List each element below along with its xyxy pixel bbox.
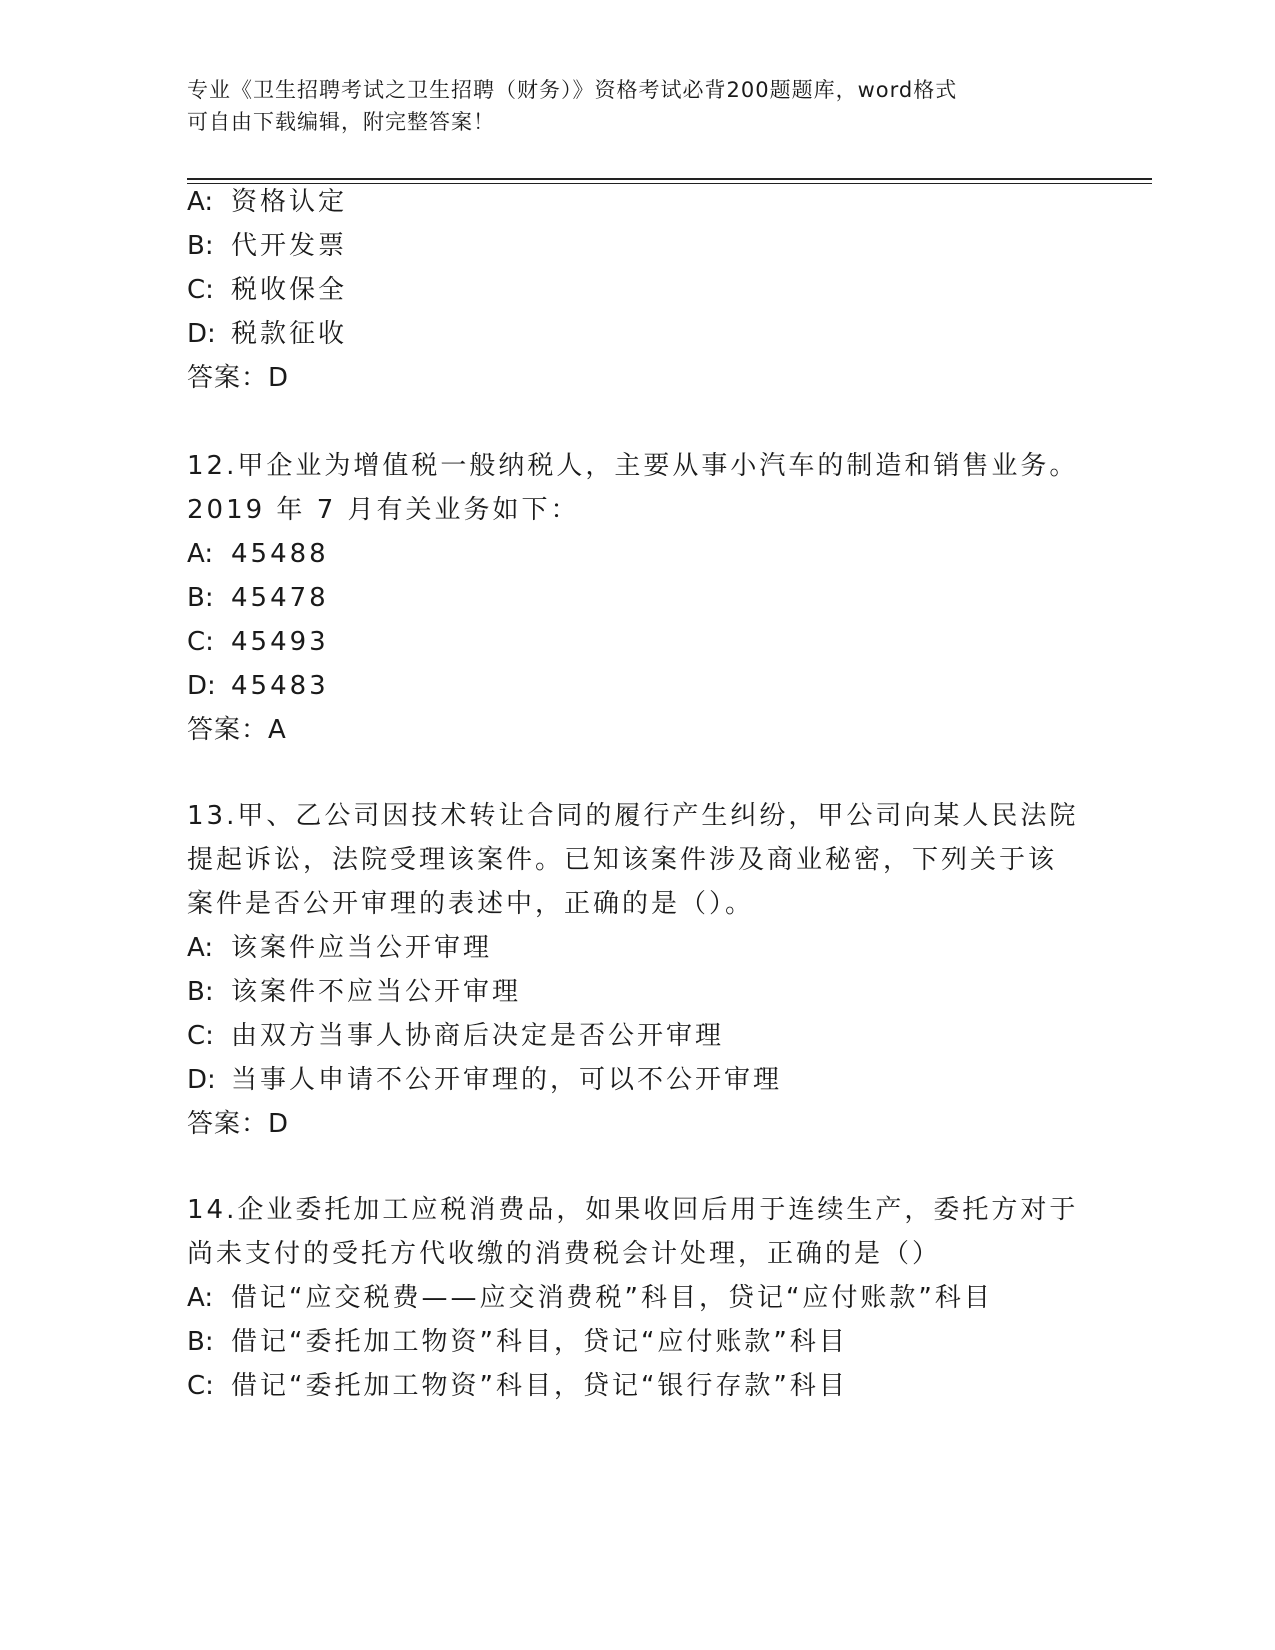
option-text: 当事人申请不公开审理的，可以不公开审理 [231,1065,783,1095]
option-text: 借记“应交税费——应交消费税”科目，贷记“应付账款”科目 [231,1283,993,1313]
option-letter: B: [187,1327,214,1357]
option-text: 借记“委托加工物资”科目，贷记“银行存款”科目 [231,1371,848,1401]
option-letter: C: [187,1021,214,1051]
header-line-2: 可自由下载编辑，附完整答案！ [187,110,495,134]
option-letter: D: [187,1065,216,1095]
option-c [187,267,347,313]
option-text: 45478 [231,583,329,613]
option-a [187,1275,993,1321]
option-text: 由双方当事人协商后决定是否公开审理 [231,1021,725,1051]
question-stem: 13.甲、乙公司因技术转让合同的履行产生纠纷，甲公司向某人民法院 [187,801,1079,831]
answer-line: 答案：D [187,363,290,393]
option-c [187,619,329,665]
option-letter: B: [187,583,214,613]
option-a [187,531,329,577]
option-text: 资格认定 [231,187,348,217]
option-letter: A: [187,187,214,217]
option-letter: C: [187,1371,214,1401]
option-letter: C: [187,275,214,305]
question-stem: 12.甲企业为增值税一般纳税人，主要从事小汽车的制造和销售业务。 [187,451,1079,481]
question-stem: 14.企业委托加工应税消费品，如果收回后用于连续生产，委托方对于 [187,1195,1079,1225]
option-d [187,663,329,709]
option-letter: A: [187,933,214,963]
option-d [187,311,347,357]
option-letter: A: [187,1283,214,1313]
option-b [187,1319,848,1365]
option-text: 该案件不应当公开审理 [231,977,522,1007]
question-stem: 提起诉讼，法院受理该案件。已知该案件涉及商业秘密，下列关于该 [187,845,1058,875]
option-text: 45483 [231,671,329,701]
option-a [187,925,492,971]
option-text: 45488 [231,539,329,569]
option-c [187,1363,848,1409]
option-letter: C: [187,627,214,657]
option-letter: B: [187,231,214,261]
header-line-1: 专业《卫生招聘考试之卫生招聘（财务）》资格考试必背200题题库，word格式 [187,78,958,102]
option-text: 45493 [231,627,329,657]
answer-line: 答案：A [187,715,287,745]
question-stem: 2019 年 7 月有关业务如下： [187,495,580,525]
option-c [187,1013,724,1059]
option-b [187,575,329,621]
answer-line: 答案：D [187,1109,290,1139]
option-text: 税款征收 [231,319,348,349]
option-a [187,179,347,225]
option-text: 该案件应当公开审理 [231,933,493,963]
option-text: 税收保全 [231,275,348,305]
option-b [187,223,347,269]
option-letter: D: [187,671,216,701]
option-letter: B: [187,977,214,1007]
document-header [187,74,1087,138]
question-stem: 案件是否公开审理的表述中，正确的是（）。 [187,889,755,919]
option-text: 借记“委托加工物资”科目，贷记“应付账款”科目 [231,1327,848,1357]
option-letter: A: [187,539,214,569]
option-letter: D: [187,319,216,349]
option-text: 代开发票 [231,231,348,261]
question-stem: 尚未支付的受托方代收缴的消费税会计处理，正确的是（） [187,1239,942,1269]
option-b [187,969,521,1015]
option-d [187,1057,782,1103]
